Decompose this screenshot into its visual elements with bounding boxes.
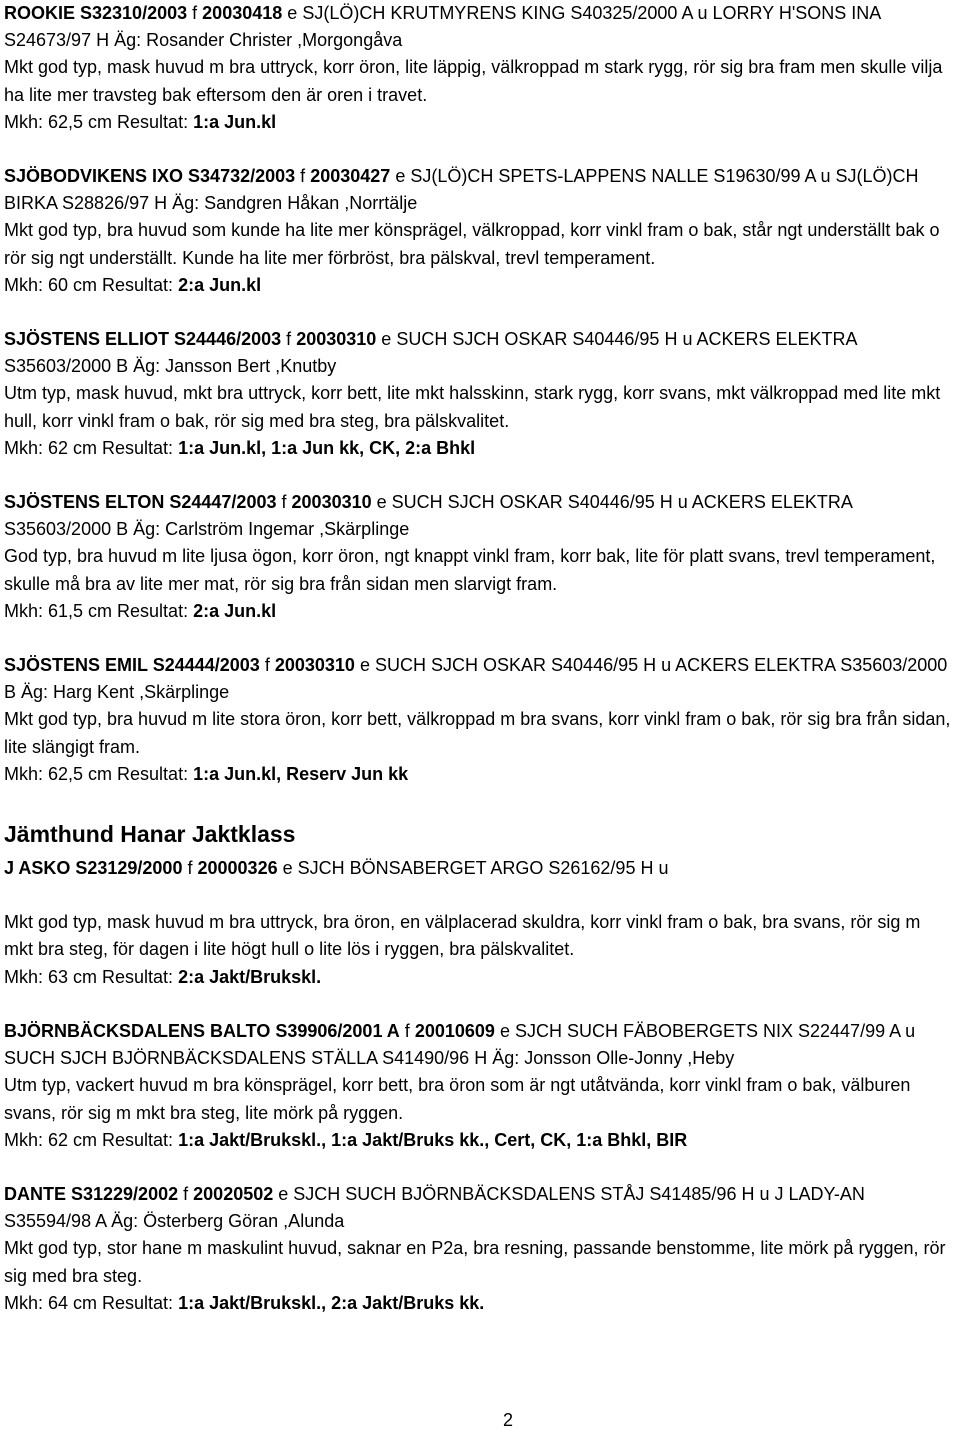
entry-header — [4, 855, 954, 882]
height-label: Mkh: 61,5 cm Resultat: — [4, 600, 189, 621]
sire-label: e — [278, 1183, 289, 1204]
dog-entry — [4, 855, 954, 991]
sire-label: e — [499, 1020, 510, 1041]
born-label: f — [264, 655, 270, 676]
sire-label: e — [282, 858, 293, 879]
result-value: 1:a Jun.kl, Reserv Jun kk — [193, 763, 409, 784]
born-label: f — [300, 166, 306, 187]
pedigree-owner: SJCH SUCH BJÖRNBÄCKSDALENS STÅJ S41485/96 H u J LADY-AN S35594/98 A Äg: Österberg Göran ,Alunda — [4, 1183, 865, 1232]
entry-gap — [4, 1154, 954, 1181]
critique-text: Mkt god typ, mask huvud m bra uttryck, korr öron, lite läppig, välkroppad m stark rygg, rör sig bra fram men skulle vilja ha lite mer travsteg bak eftersom den är oren i travet. — [4, 57, 943, 105]
birth-date: 20030310 — [274, 655, 355, 676]
dog-registration: BJÖRNBÄCKSDALENS BALTO S39906/2001 A — [4, 1020, 400, 1041]
birth-date: 20030427 — [310, 166, 391, 187]
sire-label: e — [287, 3, 298, 23]
born-label: f — [404, 1020, 410, 1041]
dog-registration: SJÖSTENS ELTON S24447/2003 — [4, 492, 277, 513]
dog-entry — [4, 489, 954, 625]
pedigree-owner: SJ(LÖ)CH SPETS-LAPPENS NALLE S19630/99 A u SJ(LÖ)CH BIRKA S28826/97 H Äg: Sandgren Håkan ,Norrtälje — [4, 166, 919, 214]
entry-gap — [4, 788, 954, 815]
sire-label: e — [381, 329, 392, 350]
critique-text: Utm typ, mask huvud, mkt bra uttryck, korr bett, lite mkt halsskinn, stark rygg, korr svans, mkt välkroppad med lite mkt hull, korr vinkl fram o bak, rör sig med bra steg, bra pälskvalitet. — [4, 383, 941, 431]
result-value: 1:a Jun.kl, 1:a Jun kk, CK, 2:a Bhkl — [178, 437, 476, 458]
entry-header — [4, 326, 954, 380]
result-value: 2:a Jun.kl — [178, 274, 262, 295]
pedigree-owner: SJ(LÖ)CH KRUTMYRENS KING S40325/2000 A u LORRY H'SONS INA S24673/97 H Äg: Rosander Christer ,Morgongåva — [4, 3, 881, 51]
dog-registration: J ASKO S23129/2000 — [4, 858, 183, 879]
entry-header — [4, 0, 954, 54]
result-value: 2:a Jun.kl — [193, 600, 277, 621]
entry-header — [4, 1018, 954, 1072]
page-number: 2 — [502, 1410, 513, 1430]
dog-entry — [4, 326, 954, 462]
result-line — [4, 598, 954, 625]
dog-registration: SJÖSTENS ELLIOT S24446/2003 — [4, 329, 282, 350]
result-value: 1:a Jakt/Brukskl., 1:a Jakt/Bruks kk., Cert, CK, 1:a Bhkl, BIR — [178, 1129, 688, 1150]
height-label: Mkh: 64 cm Resultat: — [4, 1292, 174, 1313]
born-label: f — [187, 858, 193, 879]
sire-label: e — [395, 166, 406, 187]
height-label: Mkh: 62,5 cm Resultat: — [4, 763, 189, 784]
pedigree-owner: SUCH SJCH OSKAR S40446/95 H u ACKERS ELEKTRA S35603/2000 B Äg: Jansson Bert ,Knutby — [4, 329, 857, 377]
pedigree-owner: SJCH SUCH FÄBOBERGETS NIX S22447/99 A u SUCH SJCH BJÖRNBÄCKSDALENS STÄLLA S41490/96 H Äg: Jonsson Olle-Jonny ,Heby — [4, 1020, 916, 1069]
dog-registration: SJÖSTENS EMIL S24444/2003 — [4, 655, 260, 676]
born-label: f — [281, 492, 287, 513]
critique-text: God typ, bra huvud m lite ljusa ögon, korr öron, ngt knappt vinkl fram, korr bak, lite för platt svans, trevl temperament, skulle må bra av lite mer mat, rör sig bra från sidan men slarvigt fram. — [4, 546, 936, 594]
born-label: f — [183, 1183, 189, 1204]
sire-label: e — [359, 655, 370, 676]
result-line — [4, 109, 954, 136]
critique-text: Mkt god typ, bra huvud som kunde ha lite mer könsprägel, välkroppad, korr vinkl fram o bak, står ngt underställt bak o rör sig ngt underställt. Kunde ha lite mer förbröst, bra pälskval, trevl temperament. — [4, 220, 940, 268]
born-label: f — [192, 3, 198, 23]
pedigree-owner: SUCH SJCH OSKAR S40446/95 H u ACKERS ELEKTRA S35603/2000 B Äg: Carlström Ingemar ,Skärplinge — [4, 492, 852, 540]
document-page — [4, 0, 954, 1317]
entry-gap — [4, 625, 954, 652]
entry-gap — [4, 299, 954, 326]
result-value: 1:a Jakt/Brukskl., 2:a Jakt/Bruks kk. — [178, 1292, 485, 1313]
critique-text: Utm typ, vackert huvud m bra könsprägel, korr bett, bra öron som är ngt utåtvända, korr vinkl fram o bak, välburen svans, rör sig m mkt bra steg, lite mörk på ryggen. — [4, 1075, 911, 1123]
result-value: 1:a Jun.kl — [193, 111, 277, 132]
birth-date: 20000326 — [197, 858, 278, 879]
blank-line — [4, 882, 954, 909]
result-line — [4, 1290, 954, 1317]
result-line — [4, 964, 954, 991]
height-label: Mkh: 62 cm Resultat: — [4, 437, 174, 458]
critique-text: Mkt god typ, stor hane m maskulint huvud, saknar en P2a, bra resning, passande benstomme, lite mörk på ryggen, rör sig med bra steg. — [4, 1238, 946, 1286]
dog-entry — [4, 1018, 954, 1154]
result-line — [4, 1127, 954, 1154]
result-line — [4, 761, 954, 788]
dog-entry — [4, 1181, 954, 1317]
dog-entry — [4, 652, 954, 788]
entry-gap — [4, 136, 954, 163]
entry-header — [4, 652, 954, 706]
height-label: Mkh: 60 cm Resultat: — [4, 274, 174, 295]
birth-date: 20030310 — [291, 492, 372, 513]
birth-date: 20030418 — [202, 3, 283, 23]
section-title: Jämthund Hanar Jaktklass — [4, 821, 296, 848]
birth-date: 20010609 — [414, 1020, 495, 1041]
critique-text: Mkt god typ, bra huvud m lite stora öron, korr bett, välkroppad m bra svans, korr vinkl fram o bak, rör sig bra från sidan, lite slängigt fram. — [4, 709, 951, 757]
dog-registration: SJÖBODVIKENS IXO S34732/2003 — [4, 166, 296, 187]
height-label: Mkh: 62,5 cm Resultat: — [4, 111, 189, 132]
dog-entry — [4, 0, 954, 136]
pedigree-owner: SUCH SJCH OSKAR S40446/95 H u ACKERS ELEKTRA S35603/2000 B Äg: Harg Kent ,Skärplinge — [4, 655, 948, 703]
result-value: 2:a Jakt/Brukskl. — [178, 966, 322, 987]
birth-date: 20020502 — [193, 1183, 274, 1204]
dog-entry — [4, 163, 954, 299]
entry-header — [4, 1181, 954, 1235]
critique-text: Mkt god typ, mask huvud m bra uttryck, bra öron, en välplacerad skuldra, korr vinkl fram o bak, bra svans, rör sig m mkt bra steg, för dagen i lite högt hull o lite lös i ryggen, bra pälskvalitet. — [4, 912, 921, 960]
entry-header — [4, 489, 954, 543]
height-label: Mkh: 63 cm Resultat: — [4, 966, 174, 987]
dog-registration: ROOKIE S32310/2003 — [4, 3, 188, 23]
pedigree-owner: SJCH BÖNSABERGET ARGO S26162/95 H u — [297, 858, 669, 879]
dog-registration: DANTE S31229/2002 — [4, 1183, 179, 1204]
entry-header — [4, 163, 954, 217]
entry-gap — [4, 991, 954, 1018]
result-line — [4, 272, 954, 299]
height-label: Mkh: 62 cm Resultat: — [4, 1129, 174, 1150]
born-label: f — [286, 329, 292, 350]
birth-date: 20030310 — [296, 329, 377, 350]
result-line — [4, 435, 954, 462]
entry-gap — [4, 462, 954, 489]
sire-label: e — [376, 492, 387, 513]
